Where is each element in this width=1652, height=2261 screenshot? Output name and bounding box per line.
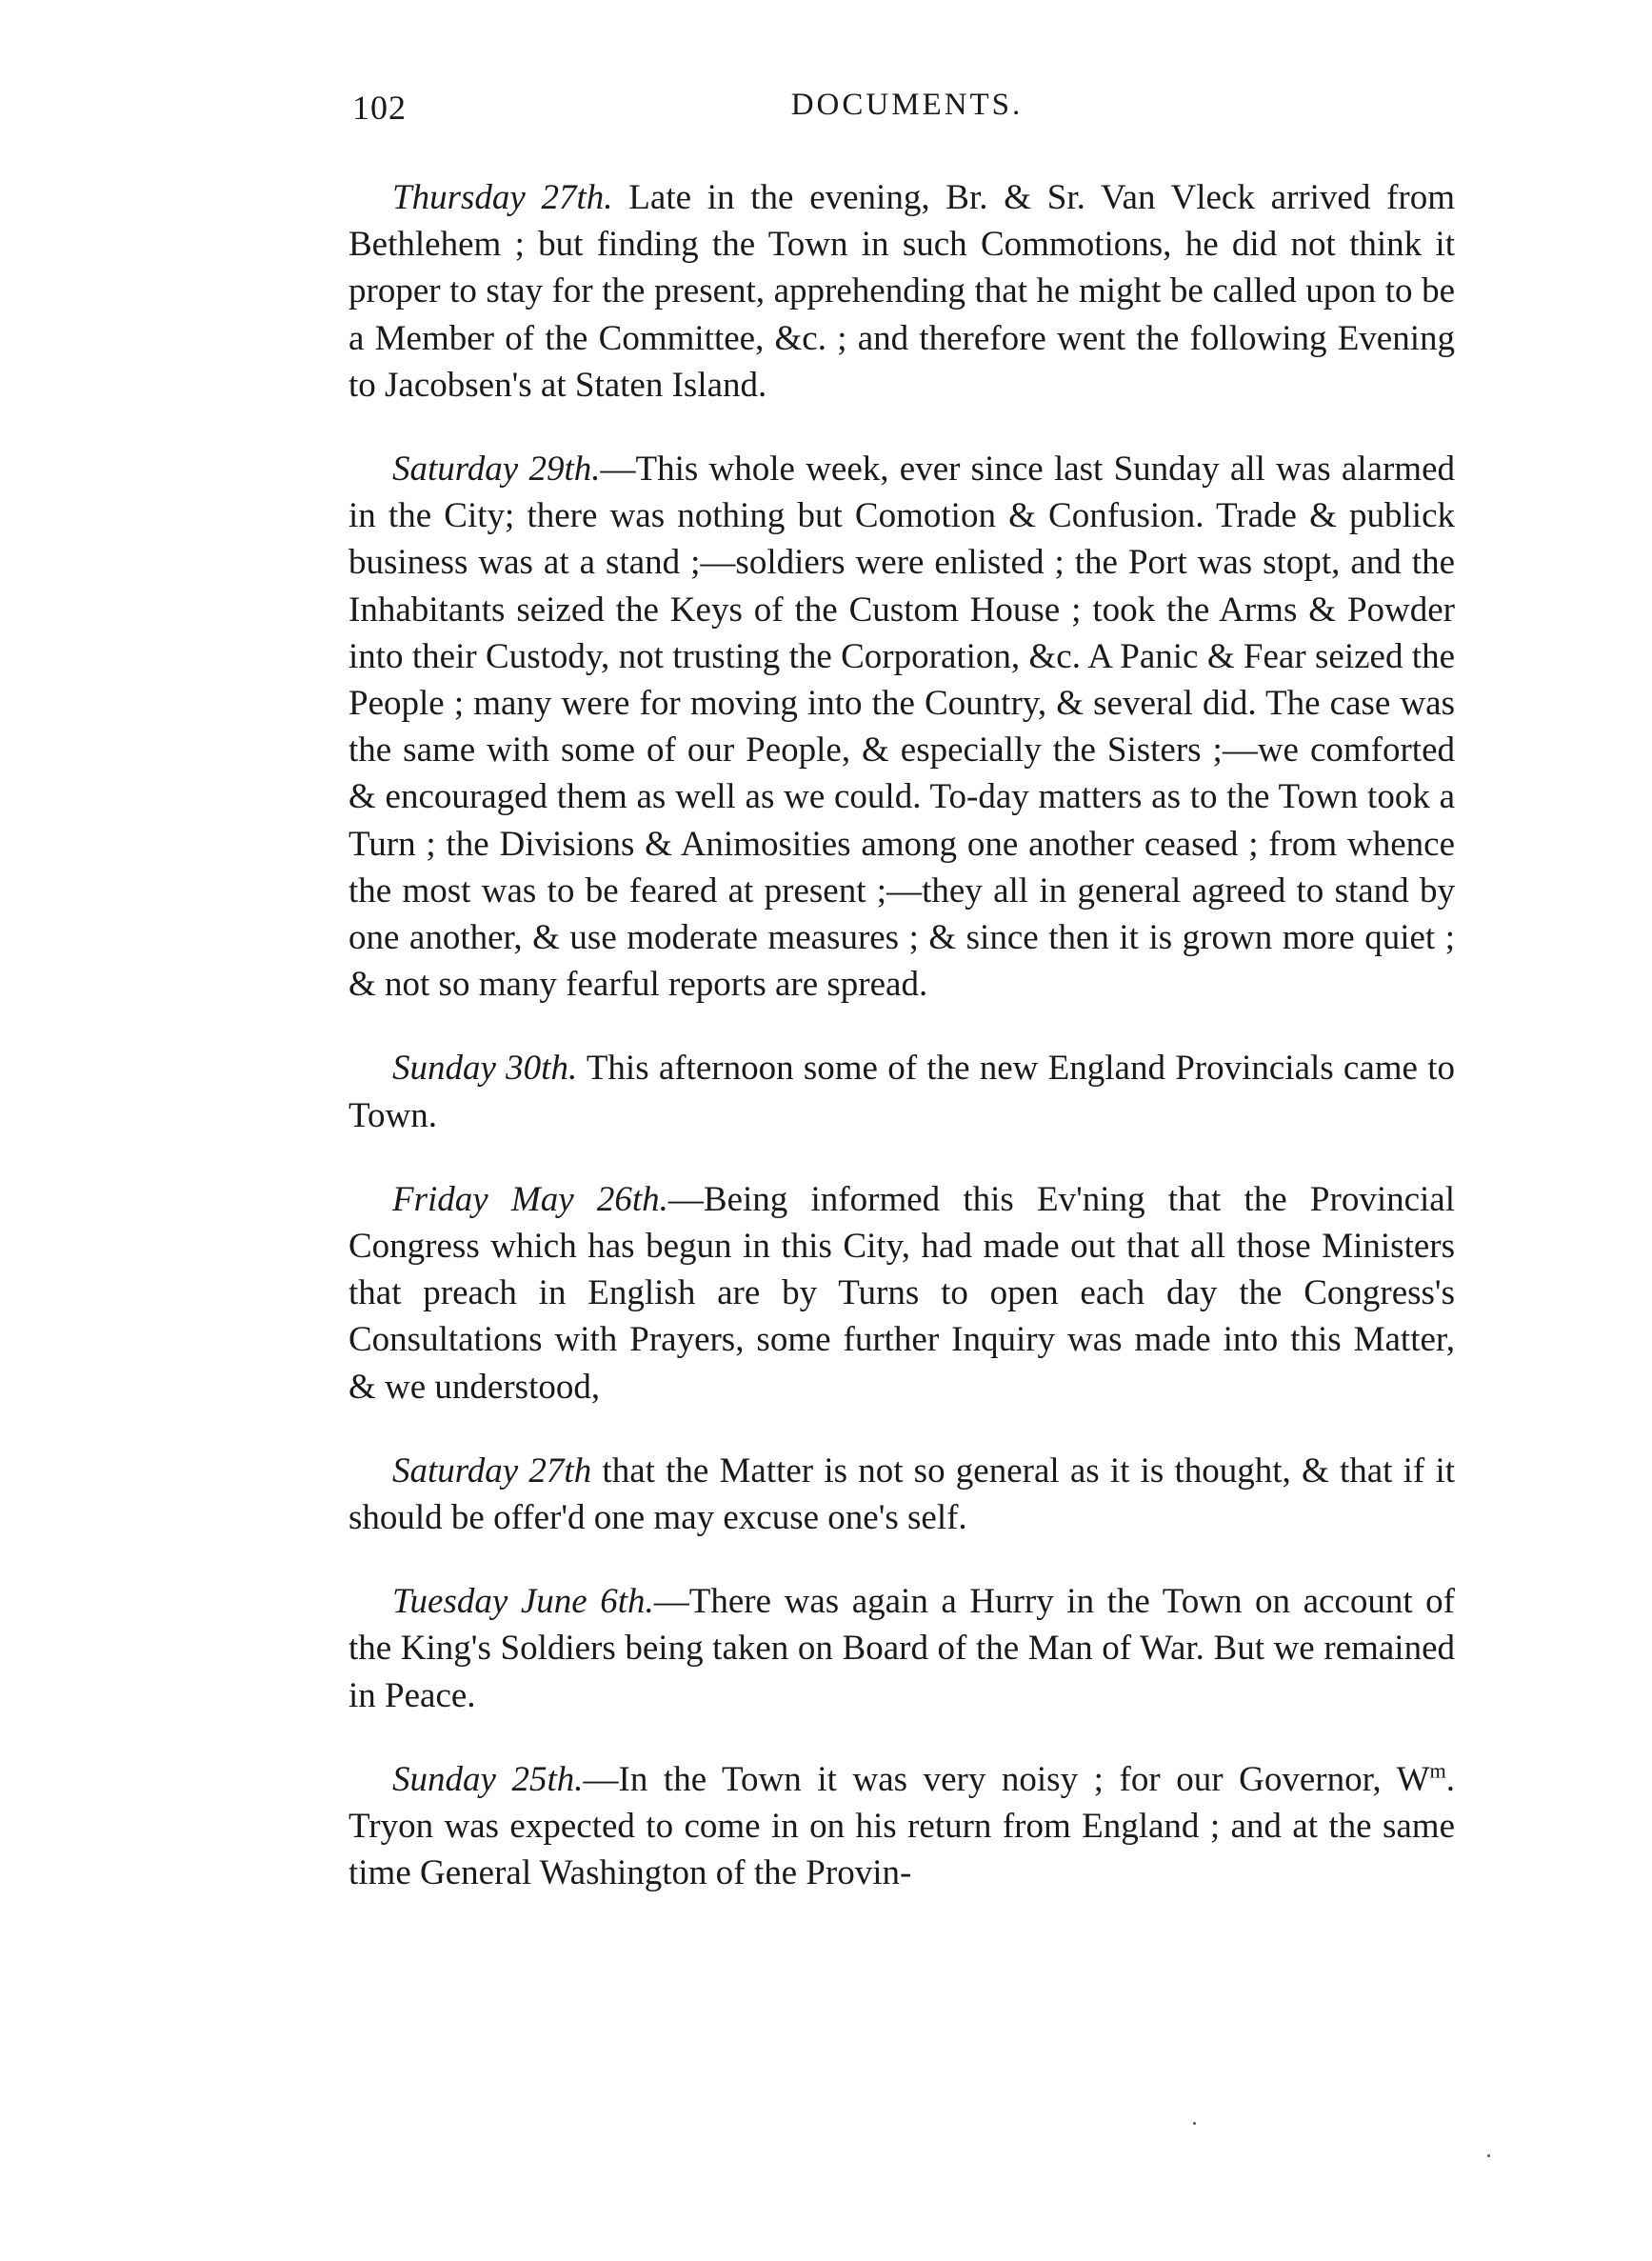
entry-text: Being informed this Ev'ning that the Provincial Congress which has begun in this City, had made out that all those Ministers that preach in English are by Turns to open each day the Congress's Consultations with Prayers, some further Inquiry was made into this Matter, & we understood, xyxy=(348,1179,1456,1407)
running-head xyxy=(352,88,1462,145)
entry-separator: — xyxy=(667,1179,704,1219)
entry-date: Friday May 26th. xyxy=(392,1179,668,1219)
entry-text: This whole week, ever since last Sunday all was alarmed in the City; there was nothing but Comotion & Confusion. Trade & publick business was at a stand ;—soldiers were enlisted ; the Port was stopt, and the Inhabitants seized the Keys of the Custom House ; took the Arms & Powder into their Custody, not trusting the Corporation, &c. A Panic & Fear seized the People ; many were for moving into the Country, & several did. The case was the same with some of our People, & especially the Sisters ;—we comforted & encouraged them as well as we could. To-day matters as to the Town took a Turn ; the Divisions & Animosities among one another ceased ; from whence the most was to be feared at present ;—they all in general agreed to stand by one another, & use moderate measures ; & since then it is grown more quiet ; & not so many fearful reports are spread. xyxy=(348,450,1455,1005)
entry-text-continued: . Tryon was expected to come in on his return from England ; and at the same time General Washington of the Provin- xyxy=(348,1759,1456,1893)
entry-tuesday-june-6th xyxy=(348,1578,1455,1719)
entry-separator xyxy=(591,1451,602,1491)
entry-date: Saturday 27th xyxy=(392,1451,592,1491)
entry-date: Sunday 25th. xyxy=(392,1759,584,1799)
entry-sunday-30th xyxy=(348,1045,1455,1138)
scan-speck xyxy=(1487,2154,1490,2157)
entry-separator: — xyxy=(583,1759,619,1799)
running-title: DOCUMENTS. xyxy=(790,88,1024,122)
entry-text: that the Matter is not so general as it is thought, & that if it should be offer'd one may excuse one's self. xyxy=(348,1451,1456,1538)
entry-saturday-27th xyxy=(348,1448,1455,1541)
entry-date: Tuesday June 6th. xyxy=(392,1582,654,1622)
entry-date: Thursday 27th. xyxy=(392,178,613,217)
entry-saturday-29th xyxy=(348,446,1455,1008)
page-number: 102 xyxy=(352,89,407,127)
entry-friday-may-26th xyxy=(348,1176,1455,1411)
entry-sunday-25th xyxy=(348,1756,1455,1897)
entry-separator: — xyxy=(653,1582,689,1622)
entry-text: There was again a Hurry in the Town on account of the King's Soldiers being taken on Board of the Man of War. But we remained in Peace. xyxy=(348,1582,1456,1715)
superscript: m xyxy=(1429,1758,1446,1783)
entry-date: Saturday 29th. xyxy=(392,450,601,490)
body-text xyxy=(348,174,1455,1934)
entry-text: Late in the evening, Br. & Sr. Van Vleck arrived from Bethlehem ; but finding the Town in such Commotions, he did not think it proper to stay for the present, apprehending that he might be called upon to be a Member of the Committee, &c. ; and therefore went the following Evening to Jacobsen's at Staten Island. xyxy=(348,178,1456,405)
entry-text: In the Town it was very noisy ; for our Governor, W xyxy=(618,1759,1430,1799)
entry-separator: — xyxy=(600,450,636,490)
entry-separator xyxy=(577,1049,587,1088)
scan-speck xyxy=(1193,2122,1196,2125)
entry-text: This afternoon some of the new England Provincials came to Town. xyxy=(348,1049,1456,1135)
entry-separator xyxy=(613,178,629,217)
entry-date: Sunday 30th. xyxy=(392,1049,578,1089)
entry-thursday-27th xyxy=(348,174,1455,409)
